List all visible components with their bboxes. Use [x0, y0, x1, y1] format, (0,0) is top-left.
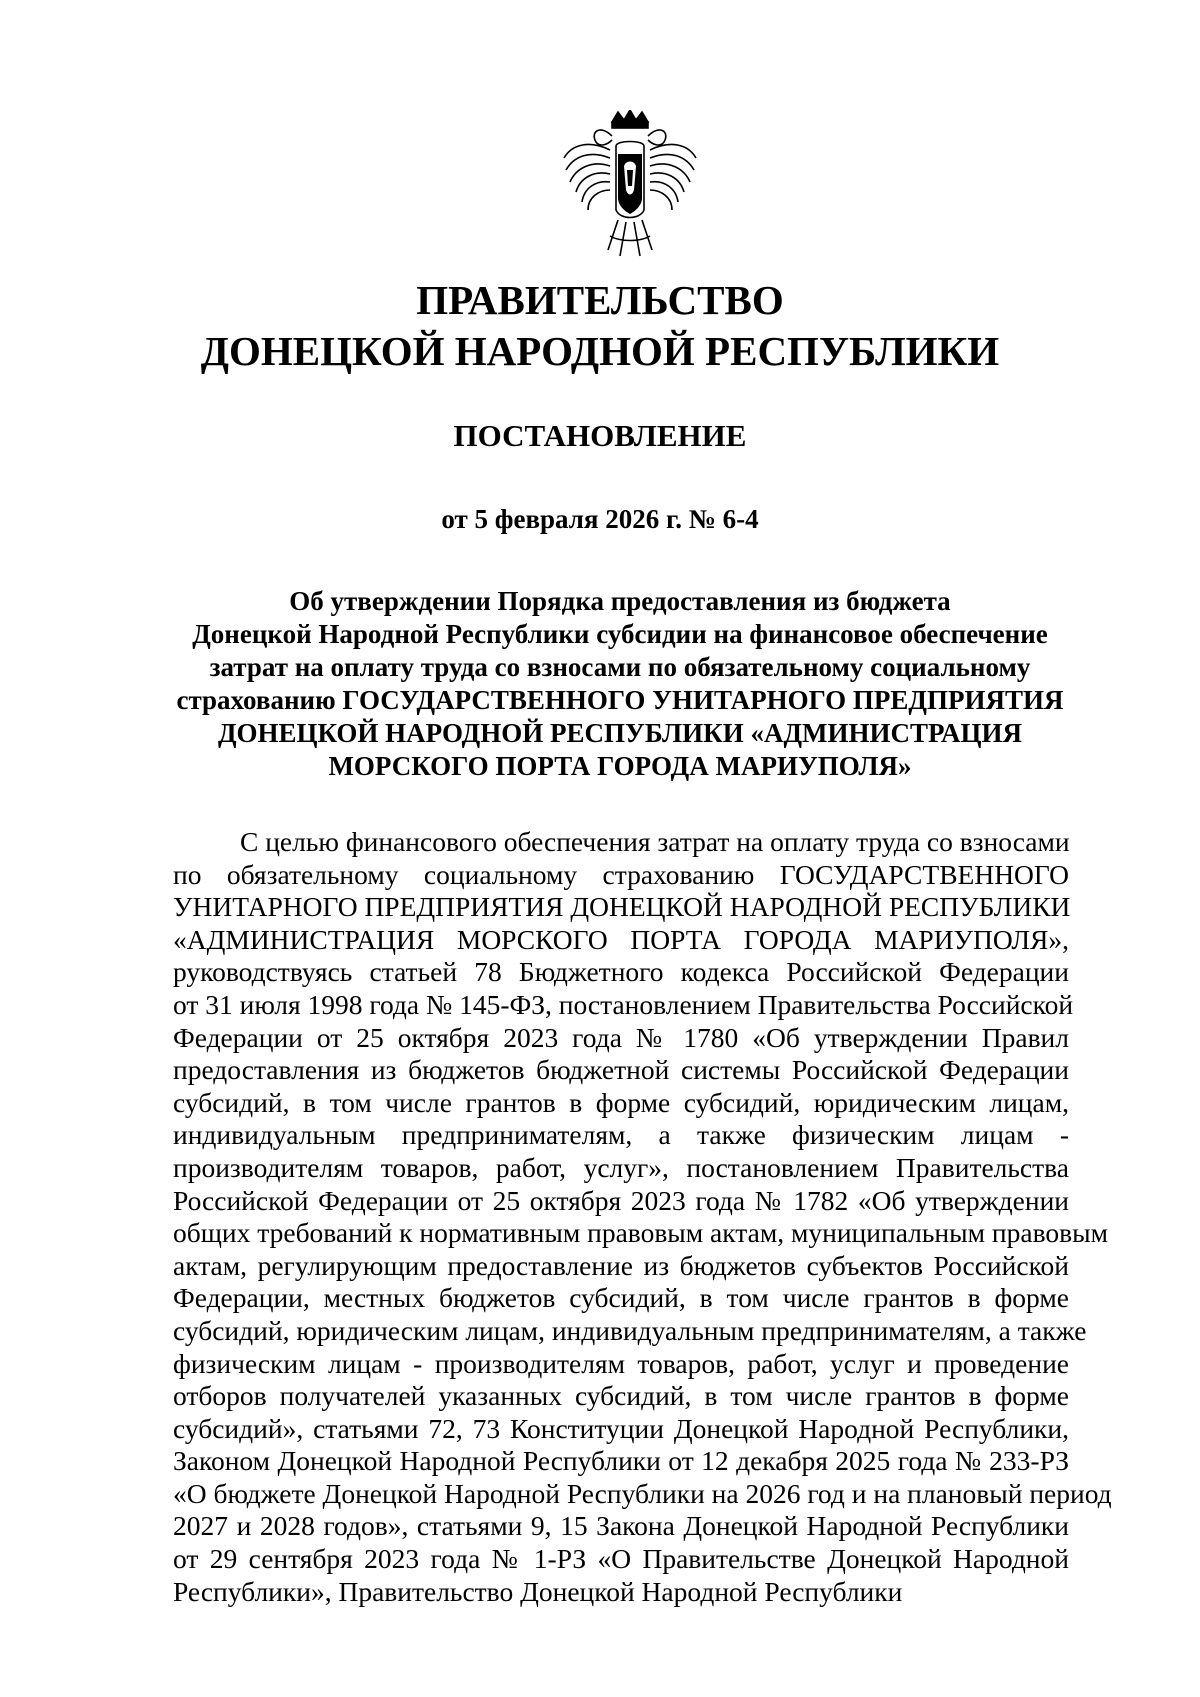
body-line: субсидий», статьями 72, 73 Конституции Донецкой Народной Республики,	[173, 1412, 1069, 1444]
body-line: от 29 сентября 2023 года № 1-РЗ «О Правительстве Донецкой Народной	[173, 1543, 1069, 1575]
body-line: производителям товаров, работ, услуг», постановлением Правительства	[173, 1151, 1069, 1183]
body-line: С целью финансового обеспечения затрат на оплату труда со взносами	[240, 826, 1070, 857]
document-body-paragraph	[173, 826, 1112, 1608]
subject-line: страхованию ГОСУДАРСТВЕННОГО УНИТАРНОГО ПРЕДПРИЯТИЯ	[176, 685, 1064, 715]
coat-of-arms-emblem	[560, 110, 700, 260]
body-line: Федерации от 25 октября 2023 года № 1780 «Об утверждении Правил	[173, 1021, 1069, 1053]
body-line: Российской Федерации от 25 октября 2023 года № 1782 «Об утверждении	[173, 1184, 1069, 1216]
body-line: отборов получателей указанных субсидий, в том числе грантов в форме	[173, 1380, 1069, 1412]
body-line: актам, регулирующим предоставление из бюджетов субъектов Российской	[173, 1249, 1069, 1281]
subject-line: МОРСКОГО ПОРТА ГОРОДА МАРИУПОЛЯ»	[328, 751, 912, 781]
document-subject	[175, 585, 1065, 783]
body-line: предоставления из бюджетов бюджетной системы Российской Федерации	[173, 1054, 1069, 1086]
body-line: по обязательному социальному страхованию ГОСУДАРСТВЕННОГО	[173, 858, 1069, 890]
body-line: «АДМИНИСТРАЦИЯ МОРСКОГО ПОРТА ГОРОДА МАРИУПОЛЯ»,	[173, 923, 1069, 955]
body-line: руководствуясь статьей 78 Бюджетного кодекса Российской Федерации	[173, 956, 1069, 988]
body-line: Федерации, местных бюджетов субсидий, в том числе грантов в форме	[173, 1282, 1069, 1314]
document-date-number: от 5 февраля 2026 г. № 6-4	[441, 504, 759, 534]
body-line: физическим лицам - производителям товаров, работ, услуг и проведение	[173, 1347, 1069, 1379]
body-line: субсидий, в том числе грантов в форме субсидий, юридическим лицам,	[173, 1086, 1069, 1118]
body-line: Законом Донецкой Народной Республики от 12 декабря 2025 года № 233-РЗ	[173, 1445, 1069, 1477]
subject-line: ДОНЕЦКОЙ НАРОДНОЙ РЕСПУБЛИКИ «АДМИНИСТРАЦИЯ	[217, 718, 1023, 748]
body-line: Республики», Правительство Донецкой Народной Республики	[173, 1575, 903, 1607]
body-line: субсидий, юридическим лицам, индивидуальным предпринимателям, а также	[173, 1314, 1087, 1346]
government-title-line1: ПРАВИТЕЛЬСТВО	[416, 277, 784, 323]
body-line: общих требований к нормативным правовым актам, муниципальным правовым	[173, 1217, 1108, 1249]
body-line: «О бюджете Донецкой Народной Республики на 2026 год и на плановый период	[173, 1477, 1112, 1509]
subject-line: Об утверждении Порядка предоставления из бюджета	[289, 586, 951, 616]
subject-line: затрат на оплату труда со взносами по обязательному социальному	[209, 652, 1031, 682]
government-title-line2: ДОНЕЦКОЙ НАРОДНОЙ РЕСПУБЛИКИ	[200, 328, 1000, 374]
body-line: от 31 июля 1998 года № 145-ФЗ, постановлением Правительства Российской	[173, 988, 1074, 1020]
document-type-heading: ПОСТАНОВЛЕНИЕ	[453, 418, 747, 453]
body-line: УНИТАРНОГО ПРЕДПРИЯТИЯ ДОНЕЦКОЙ НАРОДНОЙ РЕСПУБЛИКИ	[173, 891, 1071, 923]
subject-line: Донецкой Народной Республики субсидии на финансовое обеспечение	[192, 619, 1048, 649]
body-line: 2027 и 2028 годов», статьями 9, 15 Закона Донецкой Народной Республики	[173, 1510, 1069, 1542]
body-line: индивидуальным предпринимателям, а также физическим лицам -	[173, 1119, 1069, 1151]
